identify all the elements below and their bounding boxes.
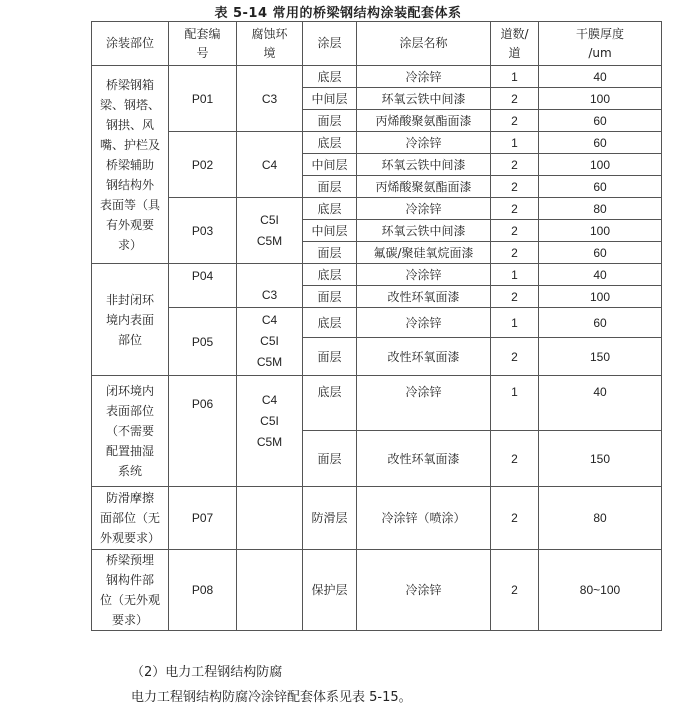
thickness-cell: 100 (539, 154, 662, 176)
part-cell-open-env: 非封闭环 境内表面 部位 (92, 264, 169, 376)
passes-cell: 2 (491, 550, 539, 631)
passes-cell: 1 (491, 132, 539, 154)
thickness-cell: 100 (539, 286, 662, 308)
name-cell: 冷涂锌（喷涂） (357, 487, 491, 550)
env-cell: C5I C5M (237, 198, 303, 264)
layer-cell: 底层 (303, 198, 357, 220)
part-cell-closed-env: 闭环境内 表面部位 （不需要 配置抽湿 系统 (92, 376, 169, 487)
name-cell: 环氧云铁中间漆 (357, 220, 491, 242)
name-cell: 丙烯酸聚氨酯面漆 (357, 176, 491, 198)
table-row (92, 308, 662, 338)
layer-cell: 底层 (303, 376, 357, 431)
code-cell: P08 (169, 550, 237, 631)
passes-cell: 2 (491, 176, 539, 198)
table-row (92, 264, 662, 286)
passes-cell: 1 (491, 308, 539, 338)
env-cell: C4 (237, 132, 303, 198)
layer-cell: 面层 (303, 431, 357, 487)
part-cell-embedded: 桥梁预埋 钢构件部 位（无外观 要求） (92, 550, 169, 631)
thickness-cell: 40 (539, 264, 662, 286)
code-cell: P04 (169, 264, 237, 308)
table-title: 表 5-14 常用的桥梁钢结构涂装配套体系 (214, 6, 462, 21)
thickness-cell: 60 (539, 242, 662, 264)
header-env: 腐蚀环 境 (237, 22, 303, 66)
layer-cell: 面层 (303, 110, 357, 132)
passes-cell: 2 (491, 286, 539, 308)
thickness-cell: 40 (539, 66, 662, 88)
layer-cell: 底层 (303, 264, 357, 286)
table-row (92, 487, 662, 550)
name-cell: 冷涂锌 (357, 264, 491, 286)
passes-cell: 2 (491, 242, 539, 264)
coating-spec-table (91, 21, 662, 631)
header-thickness: 干膜厚度 /um (539, 22, 662, 66)
name-cell: 丙烯酸聚氨酯面漆 (357, 110, 491, 132)
code-cell: P02 (169, 132, 237, 198)
layer-cell: 中间层 (303, 220, 357, 242)
env-cell (237, 487, 303, 550)
header-name: 涂层名称 (357, 22, 491, 66)
thickness-cell: 80 (539, 487, 662, 550)
part-cell-friction: 防滑摩擦 面部位（无 外观要求） (92, 487, 169, 550)
body-text: 电力工程钢结构防腐冷涂锌配套体系见表 5-15。 (131, 690, 412, 705)
layer-cell: 底层 (303, 308, 357, 338)
thickness-cell: 60 (539, 308, 662, 338)
layer-cell: 面层 (303, 242, 357, 264)
passes-cell: 2 (491, 431, 539, 487)
layer-cell: 面层 (303, 286, 357, 308)
name-cell: 冷涂锌 (357, 550, 491, 631)
passes-cell: 1 (491, 66, 539, 88)
thickness-cell: 60 (539, 110, 662, 132)
name-cell: 冷涂锌 (357, 376, 491, 431)
table-row (92, 198, 662, 220)
code-cell: P07 (169, 487, 237, 550)
table-row (92, 550, 662, 631)
layer-cell: 面层 (303, 338, 357, 376)
passes-cell: 2 (491, 220, 539, 242)
header-passes: 道数/ 道 (491, 22, 539, 66)
table-row (92, 376, 662, 431)
header-part: 涂装部位 (92, 22, 169, 66)
header-row (92, 22, 662, 66)
code-cell: P06 (169, 376, 237, 487)
passes-cell: 2 (491, 110, 539, 132)
name-cell: 环氧云铁中间漆 (357, 154, 491, 176)
layer-cell: 中间层 (303, 154, 357, 176)
code-cell: P03 (169, 198, 237, 264)
table-row (92, 66, 662, 88)
thickness-cell: 60 (539, 132, 662, 154)
env-cell: C4 C5I C5M (237, 376, 303, 487)
name-cell: 改性环氧面漆 (357, 431, 491, 487)
layer-cell: 防滑层 (303, 487, 357, 550)
thickness-cell: 150 (539, 338, 662, 376)
code-cell: P05 (169, 308, 237, 376)
passes-cell: 2 (491, 338, 539, 376)
name-cell: 冷涂锌 (357, 132, 491, 154)
header-code: 配套编 号 (169, 22, 237, 66)
passes-cell: 1 (491, 264, 539, 286)
thickness-cell: 40 (539, 376, 662, 431)
thickness-cell: 100 (539, 220, 662, 242)
env-cell: C3 (237, 66, 303, 132)
thickness-cell: 100 (539, 88, 662, 110)
env-cell (237, 550, 303, 631)
name-cell: 冷涂锌 (357, 198, 491, 220)
passes-cell: 2 (491, 154, 539, 176)
code-cell: P01 (169, 66, 237, 132)
env-cell: C4 C5I C5M (237, 308, 303, 376)
name-cell: 氟碳/聚硅氧烷面漆 (357, 242, 491, 264)
section-heading: （2）电力工程钢结构防腐 (131, 665, 283, 680)
layer-cell: 面层 (303, 176, 357, 198)
passes-cell: 1 (491, 376, 539, 431)
layer-cell: 底层 (303, 66, 357, 88)
env-cell: C3 (237, 264, 303, 308)
passes-cell: 2 (491, 487, 539, 550)
name-cell: 环氧云铁中间漆 (357, 88, 491, 110)
thickness-cell: 80 (539, 198, 662, 220)
passes-cell: 2 (491, 88, 539, 110)
name-cell: 冷涂锌 (357, 308, 491, 338)
thickness-cell: 150 (539, 431, 662, 487)
header-layer: 涂层 (303, 22, 357, 66)
layer-cell: 底层 (303, 132, 357, 154)
thickness-cell: 60 (539, 176, 662, 198)
passes-cell: 2 (491, 198, 539, 220)
thickness-cell: 80~100 (539, 550, 662, 631)
name-cell: 冷涂锌 (357, 66, 491, 88)
layer-cell: 中间层 (303, 88, 357, 110)
name-cell: 改性环氧面漆 (357, 338, 491, 376)
layer-cell: 保护层 (303, 550, 357, 631)
part-cell-exterior: 桥梁钢箱 梁、钢塔、 钢拱、风 嘴、护栏及 桥梁辅助 钢结构外 表面等（具 有外观要 求） (92, 66, 169, 264)
table-row (92, 132, 662, 154)
name-cell: 改性环氧面漆 (357, 286, 491, 308)
